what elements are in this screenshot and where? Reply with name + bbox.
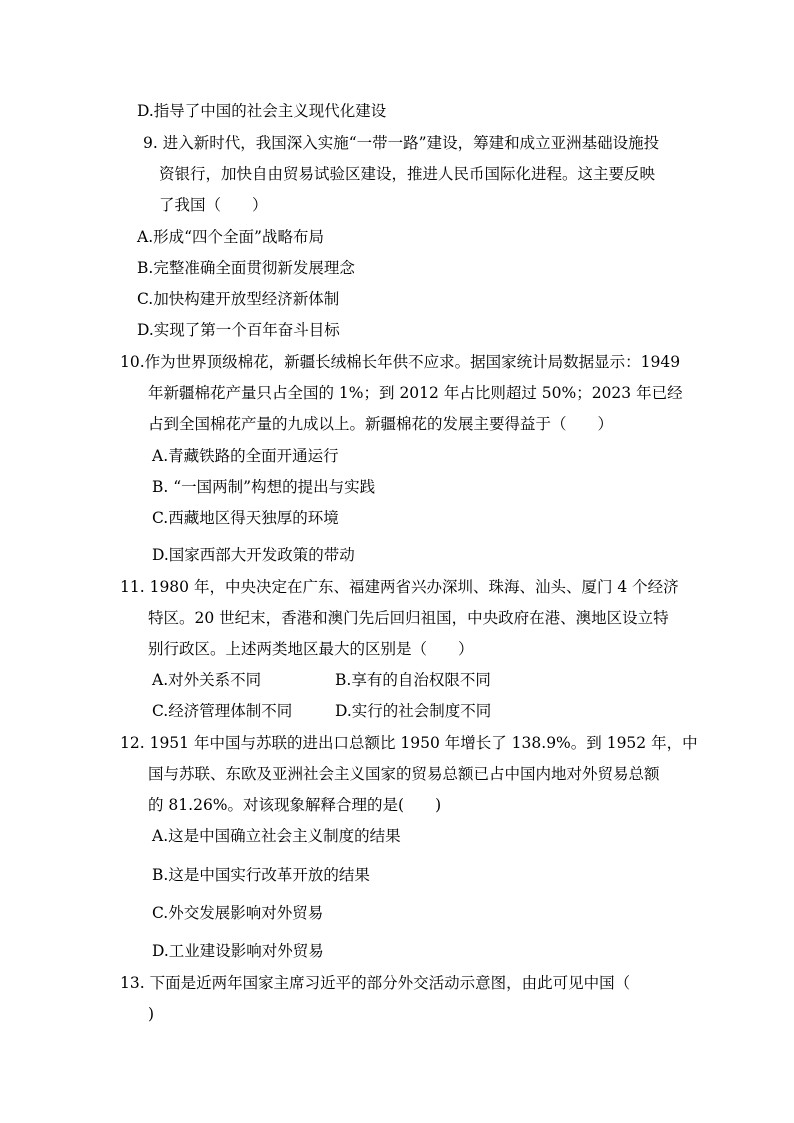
q12-stem-line-2: 国与苏联、东欧及亚洲社会主义国家的贸易总额已占中国内地对外贸易总额 bbox=[148, 765, 660, 783]
q10-option-d: D.国家西部大开发政策的带动 bbox=[152, 546, 355, 564]
q9-option-a: A.形成“四个全面”战略布局 bbox=[137, 228, 324, 246]
q11-stem-line-3: 别行政区。上述两类地区最大的区别是（ ） bbox=[148, 640, 474, 658]
q11-option-b: B.享有的自治权限不同 bbox=[335, 671, 491, 689]
q12-stem-line-3: 的 81.26%。对该现象解释合理的是( ) bbox=[148, 796, 442, 814]
q10-stem-line-3: 占到全国棉花产量的九成以上。新疆棉花的发展主要得益于（ ） bbox=[148, 415, 614, 433]
q12-option-a: A.这是中国确立社会主义制度的结果 bbox=[152, 827, 401, 845]
q12-option-c: C.外交发展影响对外贸易 bbox=[152, 904, 324, 922]
q11-option-d: D.实行的社会制度不同 bbox=[335, 702, 492, 720]
q10-stem-line-1: 10.作为世界顶级棉花，新疆长绒棉长年供不应求。据国家统计局数据显示：1949 bbox=[120, 353, 681, 371]
q9-option-c: C.加快构建开放型经济新体制 bbox=[137, 290, 340, 308]
q9-stem-line-2: 资银行，加快自由贸易试验区建设，推进人民币国际化进程。这主要反映 bbox=[159, 165, 656, 183]
q13-stem-line-2: ) bbox=[148, 1005, 155, 1023]
q11-option-c: C.经济管理体制不同 bbox=[152, 702, 293, 720]
q12-option-b: B.这是中国实行改革开放的结果 bbox=[152, 866, 370, 884]
q9-stem-line-3: 了我国（ ） bbox=[159, 196, 268, 214]
q13-stem-line-1: 13. 下面是近两年国家主席习近平的部分外交活动示意图，由此可见中国（ bbox=[120, 974, 631, 992]
q12-stem-line-1: 12. 1951 年中国与苏联的进出口总额比 1950 年增长了 138.9%。到 1952 年，中 bbox=[120, 734, 698, 752]
q8-option-d: D.指导了中国的社会主义现代化建设 bbox=[137, 102, 387, 120]
q11-option-a: A.对外关系不同 bbox=[152, 671, 262, 689]
q9-stem-line-1: 9. 进入新时代，我国深入实施“一带一路”建设，筹建和成立亚洲基础设施投 bbox=[143, 134, 660, 152]
q9-option-b: B.完整准确全面贯彻新发展理念 bbox=[137, 259, 355, 277]
q10-option-a: A.青藏铁路的全面开通运行 bbox=[152, 447, 339, 465]
q10-option-c: C.西藏地区得天独厚的环境 bbox=[152, 509, 339, 527]
q9-option-d: D.实现了第一个百年奋斗目标 bbox=[137, 321, 340, 339]
q10-stem-line-2: 年新疆棉花产量只占全国的 1%；到 2012 年占比则超过 50%；2023 年已经 bbox=[148, 384, 683, 402]
q11-stem-line-2: 特区。20 世纪末，香港和澳门先后回归祖国，中央政府在港、澳地区设立特 bbox=[148, 609, 669, 627]
q10-option-b: B. “一国两制”构想的提出与实践 bbox=[152, 478, 376, 496]
q11-stem-line-1: 11. 1980 年，中央决定在广东、福建两省兴办深圳、珠海、汕头、厦门 4 个经济 bbox=[120, 578, 679, 596]
q12-option-d: D.工业建设影响对外贸易 bbox=[152, 942, 324, 960]
